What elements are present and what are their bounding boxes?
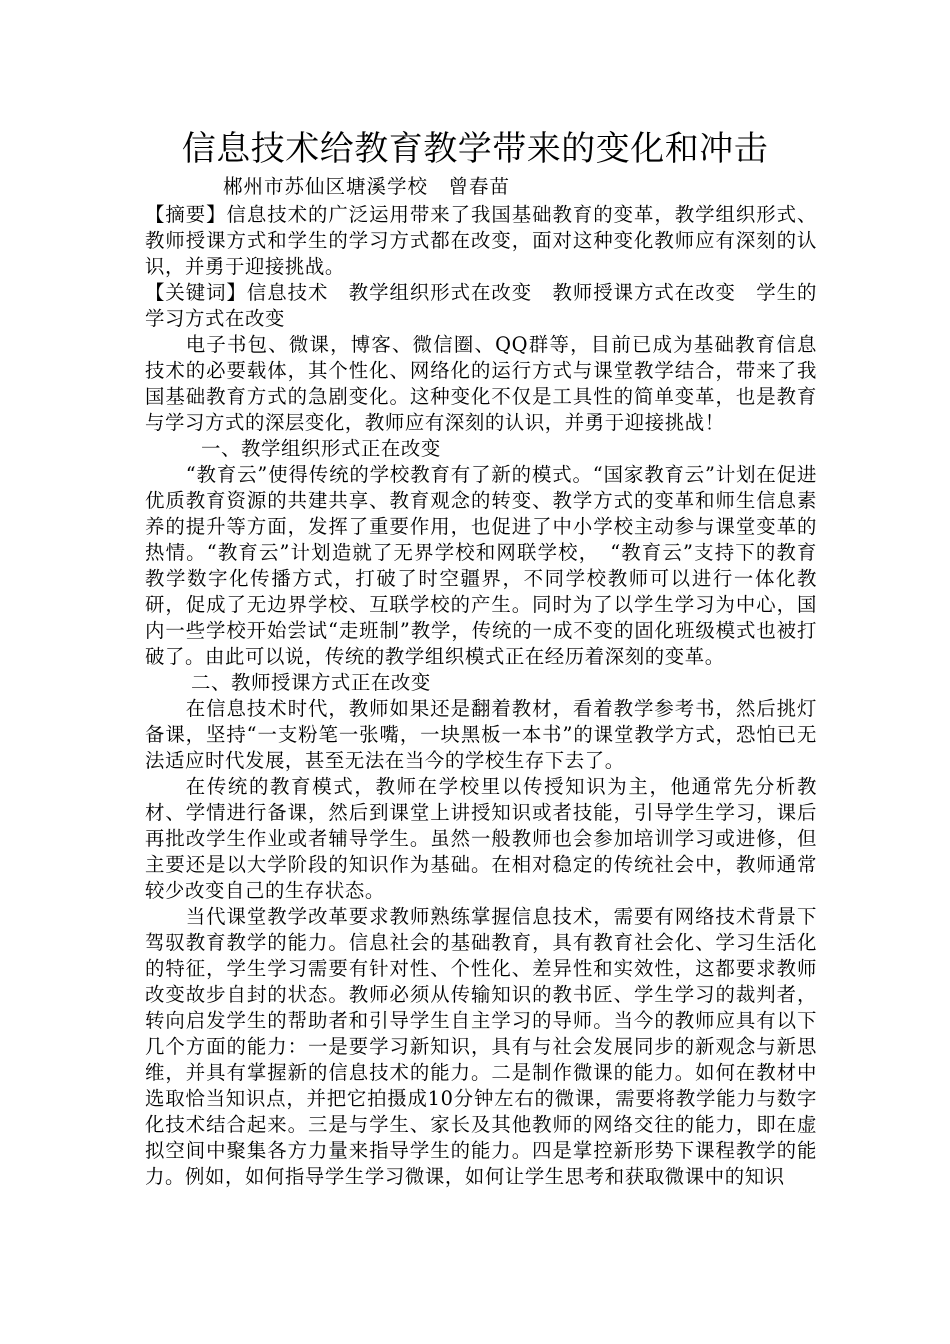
author-line: 郴州市苏仙区塘溪学校 曾春苗: [223, 175, 511, 198]
intro-paragraph: 电子书包、微课，博客、微信圈、QQ群等，目前已成为基础教育信息技术的必要载体，其个性化、网络化的运行方式与课堂教学结合，带来了我国基础教育方式的急剧变化。这种变化不仅是工具性的简单变革，也是教育与学习方式的深层变化，教师应有深刻的认识，并勇于迎接挑战！: [145, 333, 817, 434]
section1-paragraph-1: “教育云”使得传统的学校教育有了新的模式。“国家教育云”计划在促进优质教育资源的共建共享、教育观念的转变、教学方式的变革和师生信息素养的提升等方面，发挥了重要作用，也促进了中小学校主动参与课堂变革的热情。“教育云”计划造就了无界学校和网联学校， “教育云”支持下的教育教学数字化传播方式，打破了时空疆界，不同学校教师可以进行一体化教研，促成了无边界学校、互联学校的产生。同时为了以学生学习为中心，国内一些学校开始尝试“走班制”教学，传统的一成不变的固化班级模式也被打破了。由此可以说，传统的教学组织模式正在经历着深刻的变革。: [145, 463, 817, 668]
section1-heading: 一、教学组织形式正在改变: [201, 437, 441, 460]
document-title: 信息技术给教育教学带来的变化和冲击: [181, 129, 769, 169]
abstract-paragraph: 【摘要】信息技术的广泛运用带来了我国基础教育的变革，教学组织形式、教师授课方式和学生的学习方式都在改变，面对这种变化教师应有深刻的认识，并勇于迎接挑战。: [145, 203, 817, 278]
section2-paragraph-3: 当代课堂教学改革要求教师熟练掌握信息技术，需要有网络技术背景下驾驭教育教学的能力。信息社会的基础教育，具有教育社会化、学习生活化的特征，学生学习需要有针对性、个性化、差异性和实效性，这都要求教师改变故步自封的状态。教师必须从传输知识的教书匠、学生学习的裁判者，转向启发学生的帮助者和引导学生自主学习的导师。当今的教师应具有以下几个方面的能力：一是要学习新知识，具有与社会发展同步的新观念与新思维，并具有掌握新的信息技术的能力。二是制作微课的能力。如何在教材中选取恰当知识点，并把它拍摄成10分钟左右的微课，需要将教学能力与数字化技术结合起来。三是与学生、家长及其他教师的网络交往的能力，即在虚拟空间中聚集各方力量来指导学生的能力。四是掌控新形势下课程教学的能力。例如，如何指导学生学习微课，如何让学生思考和获取微课中的知识: [145, 905, 817, 1188]
keywords-paragraph: 【关键词】信息技术 教学组织形式在改变 教师授课方式在改变 学生的学习方式在改变: [145, 281, 817, 330]
section2-paragraph-2: 在传统的教育模式，教师在学校里以传授知识为主，他通常先分析教材、学情进行备课，然后到课堂上讲授知识或者技能，引导学生学习，课后再批改学生作业或者辅导学生。虽然一般教师也会参加培训学习或进修，但主要还是以大学阶段的知识作为基础。在相对稳定的传统社会中，教师通常较少改变自己的生存状态。: [145, 775, 817, 902]
section2-heading: 二、教师授课方式正在改变: [191, 671, 431, 694]
section2-paragraph-1: 在信息技术时代，教师如果还是翻着教材，看着教学参考书，然后挑灯备课，坚持“一支粉笔一张嘴，一块黑板一本书”的课堂教学方式，恐怕已无法适应时代发展，甚至无法在当今的学校生存下去了。: [145, 697, 817, 772]
document-body: [145, 202, 817, 1190]
